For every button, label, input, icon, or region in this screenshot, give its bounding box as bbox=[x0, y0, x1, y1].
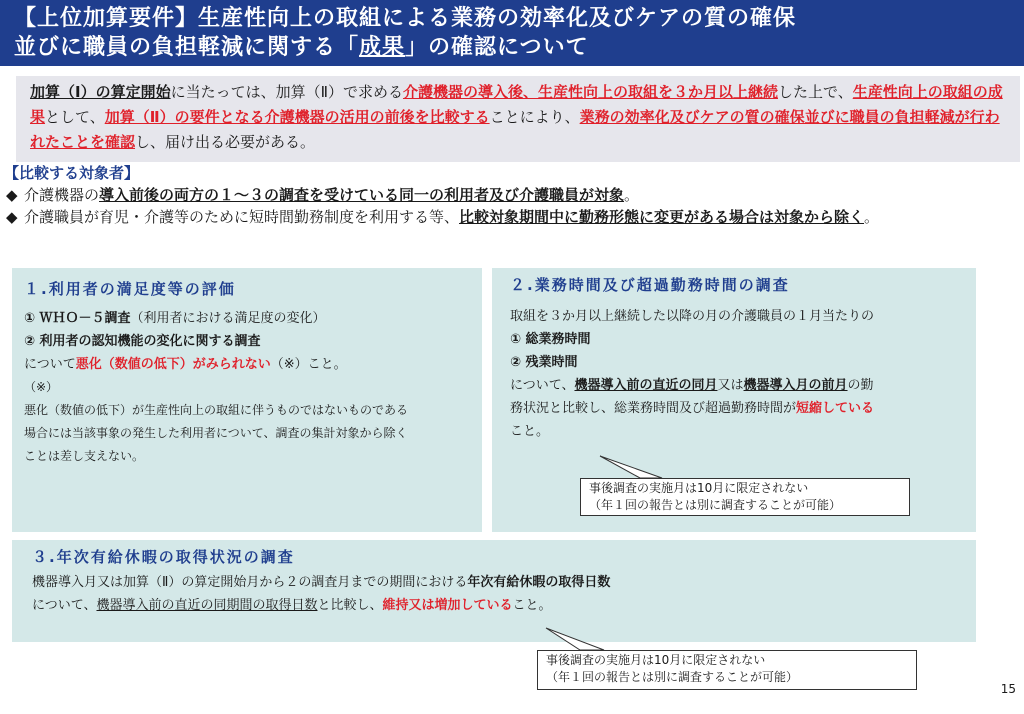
summary-s3: 介護機器の導入後、生産性向上の取組を３か月以上継続 bbox=[402, 83, 778, 101]
title-line-2c: 」の確認について bbox=[405, 35, 589, 60]
panel2-title: ２.業務時間及び超過勤務時間の調査 bbox=[510, 276, 790, 294]
summary-s9: 業務の効率化及びケアの質の確保並びに職員の負担軽減が行われたことを確認 bbox=[30, 108, 1000, 151]
summary-s2: に当たっては、加算（Ⅱ）で求める bbox=[170, 83, 403, 101]
callout1-line-1: 事後調査の実施月は10月に限定されない bbox=[589, 481, 809, 495]
panel2-intro: 取組を３か月以上継続した以降の月の介護職員の１月当たりの bbox=[510, 309, 875, 324]
compare-item-1-b: 導入前後の両方の１～３の調査を受けている同一の利用者及び介護職員が対象 bbox=[99, 186, 625, 204]
summary-s1: 加算（Ⅰ）の算定開始 bbox=[30, 83, 171, 101]
callout-panel2 bbox=[580, 478, 910, 516]
panel2-l4b: 機器導入前の直近の同月 bbox=[574, 378, 718, 393]
compare-item-2-b: 比較対象期間中に勤務形態に変更がある場合は対象から除く bbox=[459, 208, 865, 226]
panel2-item-total: ① 総業務時間 bbox=[510, 332, 591, 347]
callout1-line-2: （年１回の報告とは別に調査することが可能） bbox=[589, 498, 842, 512]
compare-item-1-a: 介護機器の bbox=[24, 186, 100, 204]
panel1-note-1: 悪化（数値の低下）が生産性向上の取組に伴うものではないものである bbox=[24, 403, 409, 417]
panel2-l4a: について、 bbox=[510, 378, 575, 393]
page-number: 15 bbox=[1000, 682, 1016, 696]
diamond-bullet-icon: ◆ bbox=[6, 208, 18, 226]
compare-item-1-c: 。 bbox=[624, 186, 640, 204]
compare-heading: 【比較する対象者】 bbox=[4, 164, 140, 182]
panel1-note-mark: （※） bbox=[24, 380, 59, 394]
panel3-l2d: 維持又は増加している bbox=[382, 598, 513, 613]
panel3-l2a: について、 bbox=[32, 598, 97, 613]
summary-s7: 加算（Ⅱ）の要件となる介護機器の活用の前後を比較する bbox=[104, 108, 490, 126]
panel1-item-cognitive: ② 利用者の認知機能の変化に関する調査 bbox=[24, 334, 261, 349]
callout2-tail bbox=[546, 628, 604, 650]
title-line-2a: 並びに職員の負担軽減に関する「 bbox=[14, 35, 360, 60]
panel3-l2c: と比較し、 bbox=[317, 598, 383, 613]
panel2-l5a: 務状況と比較し、総業務時間及び超過勤務時間が bbox=[510, 401, 797, 416]
callout-panel3 bbox=[537, 650, 917, 690]
panel2-l4c: 又は bbox=[717, 378, 744, 393]
summary-s5: 生産性向上の取組の成果 bbox=[30, 83, 1003, 126]
panel2-l4d: 機器導入月の前月 bbox=[743, 378, 848, 393]
panel3-l1a: 機器導入月又は加算（Ⅱ）の算定開始月から２の調査月までの期間における bbox=[32, 575, 468, 590]
panel2-item-overtime: ② 残業時間 bbox=[510, 355, 578, 370]
summary-s8: ことにより、 bbox=[489, 108, 580, 126]
panel3-l2e: こと。 bbox=[512, 598, 552, 613]
panel1-note-2: 場合には当該事象の発生した利用者について、調査の集計対象から除く bbox=[24, 426, 408, 440]
summary-s4: した上で、 bbox=[778, 83, 853, 101]
panel3-l2b: 機器導入前の直近の同期間の取得日数 bbox=[96, 598, 318, 613]
summary-s6: として、 bbox=[45, 108, 105, 126]
panel1-l3b: 悪化（数値の低下）がみられない bbox=[75, 357, 271, 372]
panel2-end: こと。 bbox=[510, 424, 550, 439]
title-line-2-result: 成果 bbox=[359, 35, 406, 60]
compare-item-2-a: 介護職員が育児・介護等のために短時間勤務制度を利用する等、 bbox=[24, 208, 460, 226]
panel3-title: ３.年次有給休暇の取得状況の調査 bbox=[32, 548, 295, 566]
panel1-l1b: （利用者における満足度の変化） bbox=[130, 311, 326, 326]
title-line-1: 【上位加算要件】生産性向上の取組による業務の効率化及びケアの質の確保 bbox=[14, 6, 797, 31]
callout2-line-1: 事後調査の実施月は10月に限定されない bbox=[546, 653, 766, 667]
compare-item-2-c: 。 bbox=[864, 208, 880, 226]
panel1-l3a: について bbox=[24, 357, 76, 372]
panel2-l5b: 短縮している bbox=[796, 401, 875, 416]
panel3-l1b: 年次有給休暇の取得日数 bbox=[467, 575, 611, 590]
panel1-title: １.利用者の満足度等の評価 bbox=[24, 280, 236, 298]
panel2-l4e: の勤 bbox=[847, 378, 874, 393]
summary-s10: し、届け出る必要がある。 bbox=[135, 133, 316, 151]
panel1-l1a: ① ＷＨＯ－５調査 bbox=[24, 311, 131, 326]
panel1-note-3: ことは差し支えない。 bbox=[24, 449, 145, 463]
panel1-l3c: （※）こと。 bbox=[270, 357, 347, 372]
diamond-bullet-icon: ◆ bbox=[6, 186, 18, 204]
callout1-tail bbox=[600, 456, 662, 478]
callout2-line-2: （年１回の報告とは別に調査することが可能） bbox=[546, 670, 799, 684]
